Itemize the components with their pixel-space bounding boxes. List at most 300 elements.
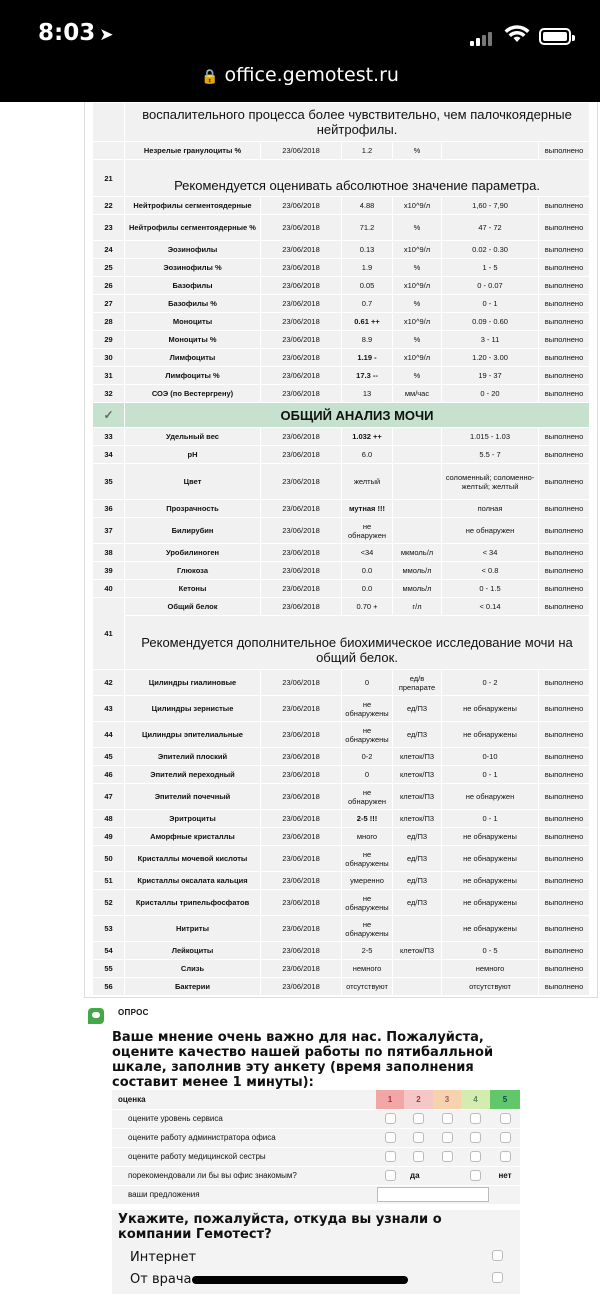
battery-icon [539, 28, 571, 45]
test-unit: % [393, 259, 441, 276]
table-row [93, 197, 589, 214]
source-question-title: Укажите, пожалуйста, откуда вы узнали о компании Гемотест? [118, 1212, 442, 1242]
test-unit: клеток/П3 [393, 766, 441, 783]
test-name: Удельный вес [125, 428, 260, 445]
test-date: 23/06/2018 [261, 766, 341, 783]
test-value: 17.3 -- [342, 367, 392, 384]
test-name: Незрелые гранулоциты % [125, 142, 260, 159]
test-status: выполнено [539, 331, 589, 348]
reference-range: 0.02 - 0.30 [442, 241, 538, 258]
test-unit: ед/в препарате [393, 670, 441, 695]
test-status: выполнено [539, 367, 589, 384]
table-row [93, 142, 589, 159]
row-number: 26 [93, 277, 124, 294]
test-unit: ед/П3 [393, 828, 441, 845]
test-unit: ед/П3 [393, 872, 441, 889]
test-status: выполнено [539, 670, 589, 695]
test-name: Базофилы [125, 277, 260, 294]
test-date: 23/06/2018 [261, 385, 341, 402]
row-number: 23 [93, 215, 124, 240]
row-number: 29 [93, 331, 124, 348]
test-name: Эпителий почечный [125, 784, 260, 809]
test-value: желтый [342, 464, 392, 499]
test-value: 1.19 - [342, 349, 392, 366]
test-date: 23/06/2018 [261, 942, 341, 959]
test-name: Кристаллы мочевой кислоты [125, 846, 260, 871]
test-value: 2-5 !!! [342, 810, 392, 827]
test-value: 0-2 [342, 748, 392, 765]
test-unit: x10^9/л [393, 313, 441, 330]
table-row [93, 500, 589, 517]
test-name: Эпителий переходный [125, 766, 260, 783]
test-value: мутная !!! [342, 500, 392, 517]
row-number: 24 [93, 241, 124, 258]
row-number: 46 [93, 766, 124, 783]
clock: 8:03 ➤ [38, 20, 114, 46]
test-date: 23/06/2018 [261, 846, 341, 871]
test-unit: мм/час [393, 385, 441, 402]
test-date: 23/06/2018 [261, 544, 341, 561]
reference-range: не обнаружен [442, 518, 538, 543]
test-name: Цилиндры гиалиновые [125, 670, 260, 695]
test-date: 23/06/2018 [261, 722, 341, 747]
table-row [93, 295, 589, 312]
results-table [92, 102, 590, 996]
row-number: 25 [93, 259, 124, 276]
table-row [93, 160, 589, 196]
reference-range: 0 - 1 [442, 766, 538, 783]
test-date: 23/06/2018 [261, 259, 341, 276]
score-1: 1 [376, 1090, 404, 1109]
reference-range: 0 - 0.07 [442, 277, 538, 294]
test-unit: x10^9/л [393, 349, 441, 366]
table-row [93, 331, 589, 348]
test-unit: клеток/П3 [393, 784, 441, 809]
test-date: 23/06/2018 [261, 872, 341, 889]
rating-checkbox[interactable] [500, 1132, 511, 1143]
test-status: выполнено [539, 916, 589, 941]
test-status: выполнено [539, 978, 589, 995]
table-row [93, 598, 589, 615]
table-row [93, 978, 589, 995]
test-value: не обнаружен [342, 518, 392, 543]
row-number [93, 142, 124, 159]
option-doctor-checkbox[interactable] [492, 1272, 503, 1283]
row-number: 31 [93, 367, 124, 384]
row-number: 30 [93, 349, 124, 366]
row-number: 36 [93, 500, 124, 517]
row-number: 33 [93, 428, 124, 445]
ios-status-bar [0, 0, 600, 102]
test-status: выполнено [539, 215, 589, 240]
row-number: 53 [93, 916, 124, 941]
test-name: Моноциты [125, 313, 260, 330]
score-4: 4 [461, 1090, 490, 1109]
reference-range: 47 - 72 [442, 215, 538, 240]
test-date: 23/06/2018 [261, 784, 341, 809]
no-radio[interactable] [470, 1170, 481, 1181]
test-name: Эозинофилы % [125, 259, 260, 276]
reference-range: 0 - 1.5 [442, 580, 538, 597]
recommendation-note: Рекомендуется дополнительное биохимическое исследование мочи на общий белок. [125, 616, 589, 669]
test-date: 23/06/2018 [261, 518, 341, 543]
reference-range: 1 - 5 [442, 259, 538, 276]
test-date: 23/06/2018 [261, 313, 341, 330]
test-status: выполнено [539, 872, 589, 889]
yes-radio[interactable] [385, 1170, 396, 1181]
test-unit [393, 446, 441, 463]
yes-label: да [404, 1166, 461, 1185]
table-row [93, 428, 589, 445]
score-3: 3 [433, 1090, 461, 1109]
row-number: 28 [93, 313, 124, 330]
test-name: Эритроциты [125, 810, 260, 827]
test-name: СОЭ (по Вестергрену) [125, 385, 260, 402]
score-5: 5 [490, 1090, 520, 1109]
test-status: выполнено [539, 562, 589, 579]
suggestions-input[interactable] [377, 1187, 489, 1202]
rating-checkbox[interactable] [413, 1151, 424, 1162]
test-date: 23/06/2018 [261, 916, 341, 941]
row-number: 39 [93, 562, 124, 579]
row-number: 55 [93, 960, 124, 977]
source-question-block [112, 1210, 520, 1294]
option-doctor-label: От врача [130, 1272, 192, 1287]
test-unit: ед/П3 [393, 696, 441, 721]
test-value: умеренно [342, 872, 392, 889]
test-unit: ммоль/л [393, 562, 441, 579]
table-row [93, 722, 589, 747]
reference-range: < 0.14 [442, 598, 538, 615]
test-date: 23/06/2018 [261, 197, 341, 214]
test-status: выполнено [539, 784, 589, 809]
table-row [93, 277, 589, 294]
test-status: выполнено [539, 580, 589, 597]
row-number: 43 [93, 696, 124, 721]
test-unit: % [393, 295, 441, 312]
test-value: не обнаружены [342, 722, 392, 747]
reference-range: не обнаружены [442, 846, 538, 871]
reference-range: не обнаружен [442, 784, 538, 809]
test-status: выполнено [539, 598, 589, 615]
table-row [93, 616, 589, 669]
table-row [93, 846, 589, 871]
wifi-icon [504, 24, 530, 44]
test-value: не обнаружены [342, 890, 392, 915]
test-date: 23/06/2018 [261, 580, 341, 597]
section-title: ОБЩИЙ АНАЛИЗ МОЧИ [125, 403, 589, 427]
row-number: 44 [93, 722, 124, 747]
rating-checkbox[interactable] [500, 1113, 511, 1124]
test-value: 71.2 [342, 215, 392, 240]
test-date: 23/06/2018 [261, 295, 341, 312]
rating-checkbox[interactable] [470, 1132, 481, 1143]
test-value: не обнаружен [342, 784, 392, 809]
cellular-signal-icon [470, 30, 496, 46]
rating-checkbox[interactable] [413, 1113, 424, 1124]
row-number: 42 [93, 670, 124, 695]
test-name: Лимфоциты % [125, 367, 260, 384]
test-unit [393, 978, 441, 995]
test-unit: мкмоль/л [393, 544, 441, 561]
question-administrator: оцените работу администратора офиса [112, 1128, 376, 1147]
section-header-row [93, 403, 589, 427]
test-name: Прозрачность [125, 500, 260, 517]
survey-section [0, 998, 600, 1298]
reference-range: 1.015 - 1.03 [442, 428, 538, 445]
rating-checkbox[interactable] [442, 1132, 453, 1143]
test-value: 0 [342, 766, 392, 783]
test-status: выполнено [539, 846, 589, 871]
test-name: Моноциты % [125, 331, 260, 348]
reference-range: отсутствуют [442, 978, 538, 995]
row-number: 49 [93, 828, 124, 845]
test-value: много [342, 828, 392, 845]
test-date: 23/06/2018 [261, 349, 341, 366]
address-bar[interactable] [0, 64, 600, 86]
test-unit: % [393, 367, 441, 384]
test-name: Общий белок [125, 598, 260, 615]
suggestions-label: ваши предложения [112, 1185, 376, 1204]
option-internet-label: Интернет [130, 1250, 197, 1265]
question-service: оцените уровень сервиса [112, 1109, 376, 1128]
lock-icon: 🔒 [201, 69, 219, 85]
test-status: выполнено [539, 544, 589, 561]
table-row [93, 562, 589, 579]
test-date: 23/06/2018 [261, 960, 341, 977]
test-name: Эпителий плоский [125, 748, 260, 765]
question-recommend: порекомендовали ли бы вы офис знакомым? [112, 1166, 376, 1185]
table-row [93, 313, 589, 330]
test-date: 23/06/2018 [261, 500, 341, 517]
test-date: 23/06/2018 [261, 890, 341, 915]
reference-range: 3 - 11 [442, 331, 538, 348]
recommend-row [112, 1166, 520, 1185]
test-name: Цилиндры эпителиальные [125, 722, 260, 747]
test-status: выполнено [539, 696, 589, 721]
table-row [93, 828, 589, 845]
test-value: немного [342, 960, 392, 977]
test-status: выполнено [539, 142, 589, 159]
test-unit: % [393, 215, 441, 240]
no-label: нет [490, 1166, 520, 1185]
score-header: оценка [112, 1090, 376, 1109]
test-name: Цилиндры зернистые [125, 696, 260, 721]
row-number: 47 [93, 784, 124, 809]
table-row [93, 960, 589, 977]
test-date: 23/06/2018 [261, 978, 341, 995]
test-value: 0.70 + [342, 598, 392, 615]
rating-checkbox[interactable] [442, 1113, 453, 1124]
reference-range: соломенный; соломенно-желтый; желтый [442, 464, 538, 499]
test-status: выполнено [539, 277, 589, 294]
test-value: 2-5 [342, 942, 392, 959]
reference-range: 0 - 5 [442, 942, 538, 959]
row-number: 54 [93, 942, 124, 959]
survey-label: ОПРОС [118, 1008, 149, 1017]
test-date: 23/06/2018 [261, 828, 341, 845]
gemotest-logo-icon [88, 1008, 104, 1024]
test-name: Базофилы % [125, 295, 260, 312]
row-number: 50 [93, 846, 124, 871]
test-status: выполнено [539, 810, 589, 827]
reference-range: < 0.8 [442, 562, 538, 579]
test-name: Аморфные кристаллы [125, 828, 260, 845]
test-value: 13 [342, 385, 392, 402]
test-unit [393, 464, 441, 499]
score-2: 2 [404, 1090, 433, 1109]
reference-range: 1,60 - 7,90 [442, 197, 538, 214]
test-name: Эозинофилы [125, 241, 260, 258]
test-value: 0.13 [342, 241, 392, 258]
test-status: выполнено [539, 464, 589, 499]
test-value: <34 [342, 544, 392, 561]
test-date: 23/06/2018 [261, 367, 341, 384]
reference-range: полная [442, 500, 538, 517]
rating-checkbox[interactable] [413, 1132, 424, 1143]
test-unit: ед/П3 [393, 846, 441, 871]
row-number: 52 [93, 890, 124, 915]
option-internet-checkbox[interactable] [492, 1250, 503, 1261]
test-value: не обнаружены [342, 696, 392, 721]
rating-checkbox[interactable] [385, 1113, 396, 1124]
test-status: выполнено [539, 942, 589, 959]
test-date: 23/06/2018 [261, 331, 341, 348]
test-date: 23/06/2018 [261, 241, 341, 258]
test-value: 4.88 [342, 197, 392, 214]
reference-range [442, 142, 538, 159]
test-status: выполнено [539, 500, 589, 517]
rating-row [112, 1128, 520, 1147]
test-unit: клеток/П3 [393, 942, 441, 959]
test-status: выполнено [539, 197, 589, 214]
test-name: Нейтрофилы сегментоядерные [125, 197, 260, 214]
table-row [93, 464, 589, 499]
test-date: 23/06/2018 [261, 215, 341, 240]
reference-range: не обнаружены [442, 890, 538, 915]
test-status: выполнено [539, 960, 589, 977]
test-date: 23/06/2018 [261, 142, 341, 159]
test-name: pH [125, 446, 260, 463]
test-unit [393, 518, 441, 543]
rating-table [112, 1090, 520, 1205]
test-unit: ед/П3 [393, 890, 441, 915]
test-value: 0.0 [342, 562, 392, 579]
test-value: 1.9 [342, 259, 392, 276]
test-name: Лимфоциты [125, 349, 260, 366]
test-unit: % [393, 142, 441, 159]
test-name: Нитриты [125, 916, 260, 941]
test-date: 23/06/2018 [261, 696, 341, 721]
test-date: 23/06/2018 [261, 277, 341, 294]
test-value: 0 [342, 670, 392, 695]
rating-checkbox[interactable] [470, 1113, 481, 1124]
reference-range: не обнаружены [442, 872, 538, 889]
test-value: 6.0 [342, 446, 392, 463]
row-number: 32 [93, 385, 124, 402]
test-name: Кетоны [125, 580, 260, 597]
test-status: выполнено [539, 722, 589, 747]
test-date: 23/06/2018 [261, 428, 341, 445]
checkmark-icon: ✓ [93, 403, 124, 427]
rating-checkbox[interactable] [385, 1132, 396, 1143]
survey-intro: Ваше мнение очень важно для нас. Пожалуйста, оцените качество нашей работы по пятибалльной шкале, заполнив эту анкету (время заполнения составит менее 1 минуты): [112, 1030, 494, 1090]
table-row [93, 890, 589, 915]
row-number: 38 [93, 544, 124, 561]
test-unit: клеток/П3 [393, 748, 441, 765]
reference-range: не обнаружены [442, 722, 538, 747]
table-row [93, 385, 589, 402]
test-status: выполнено [539, 295, 589, 312]
test-value: 1.032 ++ [342, 428, 392, 445]
test-name: Слизь [125, 960, 260, 977]
row-number: 48 [93, 810, 124, 827]
table-row [93, 103, 589, 141]
row-number: 37 [93, 518, 124, 543]
test-unit [393, 960, 441, 977]
test-value: 8.9 [342, 331, 392, 348]
rating-checkbox[interactable] [470, 1151, 481, 1162]
test-unit [393, 500, 441, 517]
partial-note-text: воспалительного процесса более чувствительно, чем палочкоядерные нейтрофилы. [125, 103, 589, 141]
test-name: Цвет [125, 464, 260, 499]
reference-range: 0 - 1 [442, 810, 538, 827]
test-unit: x10^9/л [393, 277, 441, 294]
reference-range: 0 - 20 [442, 385, 538, 402]
rating-checkbox[interactable] [500, 1151, 511, 1162]
test-date: 23/06/2018 [261, 446, 341, 463]
test-date: 23/06/2018 [261, 748, 341, 765]
row-number: 21 [93, 160, 124, 196]
row-number: 45 [93, 748, 124, 765]
test-status: выполнено [539, 446, 589, 463]
test-unit: % [393, 331, 441, 348]
table-row [93, 696, 589, 721]
reference-range: 1.20 - 3.00 [442, 349, 538, 366]
reference-range: 5.5 - 7 [442, 446, 538, 463]
reference-range: не обнаружены [442, 916, 538, 941]
test-status: выполнено [539, 890, 589, 915]
question-nurse: оцените работу медицинской сестры [112, 1147, 376, 1166]
test-status: выполнено [539, 766, 589, 783]
test-value: 0.05 [342, 277, 392, 294]
table-row [93, 259, 589, 276]
rating-checkbox[interactable] [442, 1151, 453, 1162]
row-number: 27 [93, 295, 124, 312]
test-name: Билирубин [125, 518, 260, 543]
table-row [93, 670, 589, 695]
rating-checkbox[interactable] [385, 1151, 396, 1162]
rating-header-row [112, 1090, 520, 1109]
table-row [93, 215, 589, 240]
test-name: Глюкоза [125, 562, 260, 579]
test-value: отсутствуют [342, 978, 392, 995]
test-name: Бактерии [125, 978, 260, 995]
table-row [93, 748, 589, 765]
table-row [93, 810, 589, 827]
test-date: 23/06/2018 [261, 598, 341, 615]
table-row [93, 518, 589, 543]
table-row [93, 349, 589, 366]
row-number: 40 [93, 580, 124, 597]
reference-range: 0-10 [442, 748, 538, 765]
table-row [93, 367, 589, 384]
reference-range: < 34 [442, 544, 538, 561]
table-row [93, 784, 589, 809]
reference-range: не обнаружены [442, 696, 538, 721]
row-number: 51 [93, 872, 124, 889]
location-arrow-icon: ➤ [99, 25, 114, 45]
